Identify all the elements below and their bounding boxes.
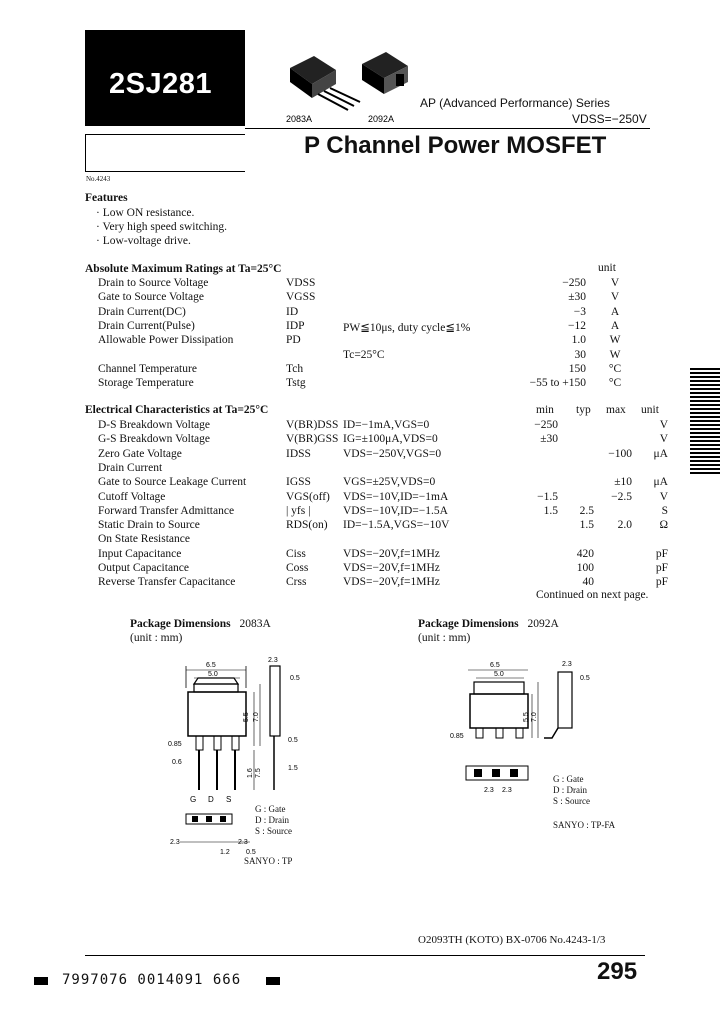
dim-label: 6.5 xyxy=(206,662,216,669)
legend-source: S : Source xyxy=(255,826,292,836)
legend-gate: G : Gate xyxy=(255,804,286,814)
abs-max-unit-header: unit xyxy=(598,262,616,274)
elec-max: −2.5 xyxy=(611,490,632,503)
elec-sym: Coss xyxy=(286,562,309,574)
pin-label-d: D xyxy=(208,795,214,804)
pkg-b-brand: SANYO : TP-FA xyxy=(553,820,616,830)
elec-typ: 1.5 xyxy=(579,519,594,532)
abs-max-sym: VGSS xyxy=(286,291,316,304)
abs-max-sym: Tch xyxy=(286,362,304,375)
elec-sym: RDS(on) xyxy=(286,519,328,532)
elec-sym: IGSS xyxy=(286,476,311,489)
elec-unit: Ω xyxy=(659,519,668,532)
package-2092a-icon xyxy=(362,52,408,94)
abs-max-val: ±30 xyxy=(568,291,586,304)
product-title: P Channel Power MOSFET xyxy=(304,132,607,159)
elec-cond: ID=−1.5A,VGS=−10V xyxy=(343,519,450,532)
elec-unit: S xyxy=(661,504,668,517)
abs-max-unit: V xyxy=(610,291,620,304)
abs-max-param: Channel Temperature xyxy=(98,362,197,375)
footer-rule xyxy=(85,955,645,956)
abs-max-sym: VDSS xyxy=(286,277,316,289)
elec-typ: 40 xyxy=(582,576,594,589)
dim-label: 7.0 xyxy=(253,712,260,722)
elec-unit: pF xyxy=(655,576,668,589)
abs-max-sym: ID xyxy=(286,305,299,318)
abs-max-val: −3 xyxy=(573,305,586,318)
pkg-b-legend xyxy=(553,774,590,807)
print-code: O2093TH (KOTO) BX-0706 No.4243-1/3 xyxy=(418,934,606,946)
elec-cond: IG=±100μA,VDS=0 xyxy=(343,433,438,446)
abs-max-sym: Tstg xyxy=(286,377,306,390)
continued-note: Continued on next page. xyxy=(536,589,649,601)
abs-max-heading: Absolute Maximum Ratings at Ta=25°C xyxy=(85,263,282,275)
legend-source: S : Source xyxy=(553,796,590,806)
elec-unit: V xyxy=(659,433,668,446)
abs-max-param: Drain Current(Pulse) xyxy=(98,319,195,332)
dim-label: 1.6 xyxy=(247,768,254,778)
elec-unit: pF xyxy=(655,547,668,560)
elec-typ: 2.5 xyxy=(579,504,594,517)
abs-max-cond: Tc=25°C xyxy=(343,348,385,361)
side-barcode xyxy=(690,368,720,474)
legend-drain: D : Drain xyxy=(255,815,289,825)
dim-label: 2.3 xyxy=(238,839,248,846)
elec-cond: VDS=−20V,f=1MHz xyxy=(343,576,440,589)
elec-cond: VDS=−250V,VGS=0 xyxy=(343,447,442,460)
elec-unit: μA xyxy=(653,476,668,489)
elec-unit: V xyxy=(659,419,668,431)
feature-item: · Very high speed switching. xyxy=(96,221,228,233)
elec-max: 2.0 xyxy=(617,519,632,532)
elec-param: Zero Gate Voltage xyxy=(98,447,182,460)
elec-cond: VDS=−20V,f=1MHz xyxy=(343,547,440,560)
elec-param: Gate to Source Leakage Current xyxy=(98,476,247,489)
abs-max-unit: A xyxy=(610,319,620,332)
dim-label: 0.85 xyxy=(450,733,464,740)
dim-label: 0.5 xyxy=(288,737,298,744)
header-rule xyxy=(245,128,650,129)
features-heading: Features xyxy=(85,192,128,204)
elec-min: 1.5 xyxy=(543,504,558,517)
abs-max-unit: °C xyxy=(608,377,622,390)
elec-param: Output Capacitance xyxy=(98,562,190,574)
pkg-b-code: 2092A xyxy=(527,618,559,630)
elec-unit-header: unit xyxy=(641,404,659,416)
abs-max-val: 30 xyxy=(574,348,586,361)
part-number: 2SJ281 xyxy=(109,68,212,100)
part-number-box xyxy=(85,30,245,126)
abs-max-param: Allowable Power Dissipation xyxy=(98,334,234,347)
abs-max-sym: PD xyxy=(286,334,301,347)
abs-max-unit: °C xyxy=(608,362,622,375)
elec-max: −100 xyxy=(608,447,632,460)
elec-sym: VGS(off) xyxy=(286,490,330,503)
pkg-a-legend xyxy=(255,804,292,837)
abs-max-unit: A xyxy=(610,305,620,318)
package-label-2092a: 2092A xyxy=(368,114,395,124)
elec-cond: ID=−1mA,VGS=0 xyxy=(343,419,430,431)
dim-label: 7.5 xyxy=(255,768,262,778)
dim-label: 0.5 xyxy=(246,849,256,856)
abs-max-sym: IDP xyxy=(286,319,305,332)
pkg-a-title: Package Dimensions xyxy=(130,618,231,630)
elec-param: On State Resistance xyxy=(98,533,190,546)
dim-label: 5.5 xyxy=(243,712,250,722)
abs-max-param: Gate to Source Voltage xyxy=(98,291,204,304)
elec-unit: μA xyxy=(653,447,668,460)
elec-min-header: min xyxy=(536,404,554,416)
abs-max-unit: W xyxy=(609,348,621,361)
elec-param: Cutoff Voltage xyxy=(98,490,166,503)
dim-label: 2.3 xyxy=(562,661,572,668)
abs-max-unit: W xyxy=(609,334,621,347)
elec-typ: 420 xyxy=(576,547,594,560)
package-images xyxy=(278,48,418,126)
dim-label: 2.3 xyxy=(484,787,494,794)
abs-max-val: 1.0 xyxy=(571,334,586,347)
features-list xyxy=(96,206,227,248)
pkg-b-heading xyxy=(418,618,559,630)
pin-label-g: G xyxy=(190,795,197,804)
elec-sym: Crss xyxy=(286,576,307,589)
elec-unit: pF xyxy=(655,562,668,574)
elec-typ: 100 xyxy=(576,562,594,574)
package-label-2083a: 2083A xyxy=(286,114,313,124)
feature-item: · Low-voltage drive. xyxy=(96,235,191,247)
feature-item: · Low ON resistance. xyxy=(96,207,195,219)
elec-cond: VDS=−10V,ID=−1.5A xyxy=(343,504,448,517)
elec-param: Reverse Transfer Capacitance xyxy=(98,576,236,589)
elec-param: Drain Current xyxy=(98,461,163,474)
dim-label: 0.85 xyxy=(168,741,182,748)
doc-code: No.4243 xyxy=(86,175,111,183)
pkg-b-unit: (unit : mm) xyxy=(418,632,471,644)
elec-typ-header: typ xyxy=(576,404,591,416)
elec-param: D-S Breakdown Voltage xyxy=(98,419,211,431)
abs-max-val: −250 xyxy=(562,277,586,289)
elec-min: ±30 xyxy=(540,433,558,446)
subtitle-box xyxy=(85,134,245,172)
elec-sym: V(BR)GSS xyxy=(286,433,339,446)
dim-label: 2.3 xyxy=(502,787,512,794)
elec-min: −250 xyxy=(534,419,558,431)
elec-sym: | yfs | xyxy=(286,504,311,517)
elec-heading: Electrical Characteristics at Ta=25°C xyxy=(85,404,269,416)
elec-cond: VDS=−20V,f=1MHz xyxy=(343,562,440,574)
dim-label: 1.2 xyxy=(220,849,230,856)
abs-max-cond: PW≦10μs, duty cycle≦1% xyxy=(343,321,471,334)
dim-label: 5.5 xyxy=(523,712,530,722)
abs-max-val: 150 xyxy=(568,362,586,375)
dim-label: 0.6 xyxy=(172,759,182,766)
elec-param: Input Capacitance xyxy=(98,547,182,560)
elec-sym: Ciss xyxy=(286,547,306,560)
elec-max-header: max xyxy=(606,404,626,416)
dim-label: 7.0 xyxy=(531,712,538,722)
pin-label-s: S xyxy=(226,795,232,804)
pkg-b-title: Package Dimensions xyxy=(418,618,519,630)
dim-label: 1.5 xyxy=(288,765,298,772)
elec-param: G-S Breakdown Voltage xyxy=(98,433,211,446)
elec-max: ±10 xyxy=(614,476,632,489)
elec-sym: IDSS xyxy=(286,447,311,460)
elec-cond: VDS=−10V,ID=−1mA xyxy=(343,490,449,503)
dim-label: 0.5 xyxy=(580,675,590,682)
abs-max-val: −12 xyxy=(568,319,586,332)
page-number: 295 xyxy=(597,958,638,985)
legend-gate: G : Gate xyxy=(553,774,584,784)
abs-max-param: Drain to Source Voltage xyxy=(98,277,209,289)
abs-max-param: Storage Temperature xyxy=(98,377,194,390)
abs-max-unit: V xyxy=(610,277,620,289)
dim-label: 2.3 xyxy=(268,657,278,664)
dim-label: 5.0 xyxy=(494,671,504,678)
vdss-spec: VDSS=−250V xyxy=(572,112,647,126)
dim-label: 5.0 xyxy=(208,671,218,678)
pkg-a-drawing xyxy=(150,650,320,868)
barcode-text: 7997076 0014091 666 xyxy=(62,972,242,988)
abs-max-val: −55 to +150 xyxy=(529,377,586,390)
legend-drain: D : Drain xyxy=(553,785,587,795)
abs-max-param: Drain Current(DC) xyxy=(98,305,186,318)
pkg-a-brand: SANYO : TP xyxy=(244,856,293,866)
dim-label: 2.3 xyxy=(170,839,180,846)
elec-param: Forward Transfer Admittance xyxy=(98,504,235,517)
elec-cond: VGS=±25V,VDS=0 xyxy=(343,476,436,489)
series-label: AP (Advanced Performance) Series xyxy=(420,96,610,110)
barcode-end-mark xyxy=(266,977,280,985)
elec-min: −1.5 xyxy=(537,490,558,503)
package-2083a-icon xyxy=(290,56,360,110)
barcode-start-mark xyxy=(34,977,48,985)
elec-unit: V xyxy=(659,490,668,503)
dim-label: 6.5 xyxy=(490,662,500,669)
pkg-a-unit: (unit : mm) xyxy=(130,632,183,644)
dim-label: 0.5 xyxy=(290,675,300,682)
pkg-a-heading xyxy=(130,618,271,630)
pkg-a-code: 2083A xyxy=(239,618,271,630)
elec-param: Static Drain to Source xyxy=(98,519,200,532)
elec-sym: V(BR)DSS xyxy=(286,419,339,431)
